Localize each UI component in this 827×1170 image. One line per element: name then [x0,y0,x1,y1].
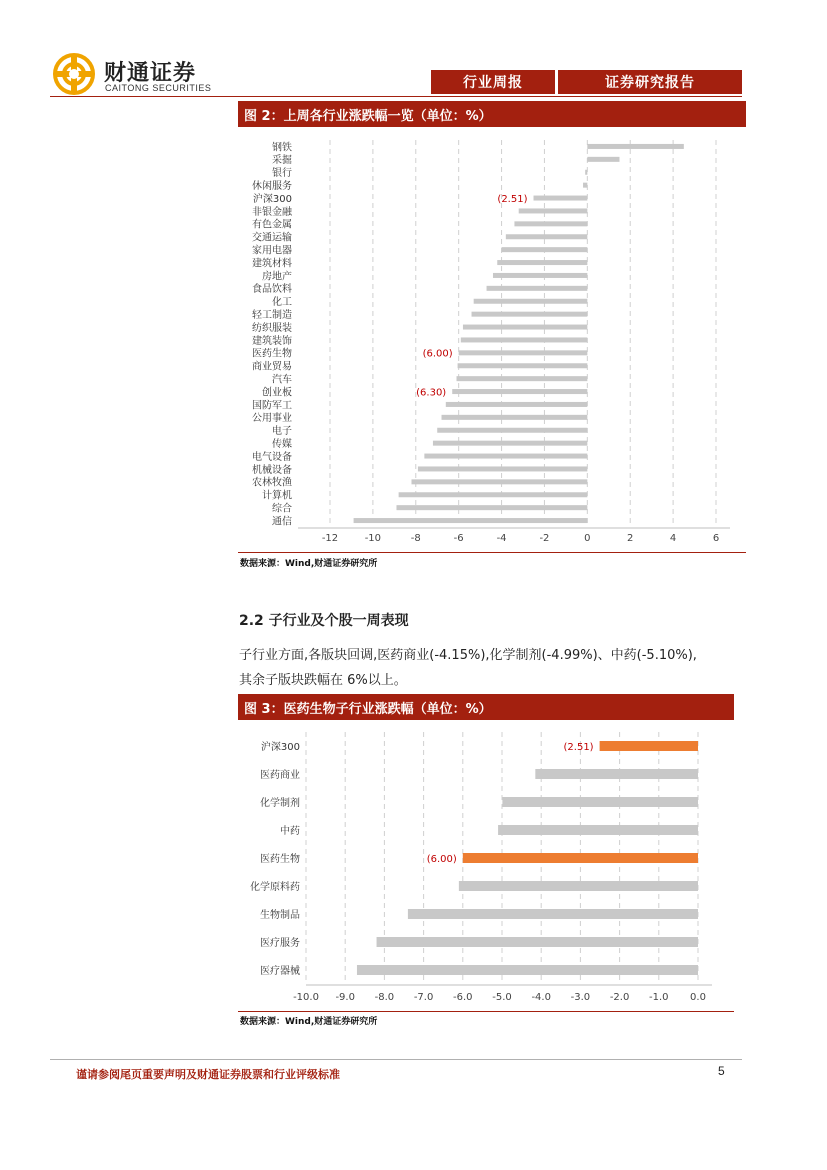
category-label: 医疗器械 [260,965,300,977]
category-label: 休闲服务 [252,180,292,192]
figure2-bottom-rule [238,552,746,553]
category-label: 有色金属 [252,219,292,231]
category-label: 农林牧渔 [252,477,292,489]
category-label: 通信 [272,516,292,528]
bar [396,505,587,510]
bar [463,853,698,863]
x-tick-label: 4 [669,533,677,544]
bar [502,797,698,807]
bar [446,402,588,407]
data-label: (2.51) [563,741,594,753]
footer-divider [50,1059,742,1060]
bar [506,234,587,239]
x-tick-label: 2 [627,533,634,544]
category-label: 计算机 [262,490,292,502]
data-label: (6.00) [422,348,453,360]
category-label: 家用电器 [252,245,292,257]
figure2-title: 图 2：上周各行业涨跌幅一览（单位：%） [238,101,746,127]
x-tick-label: -6.0 [453,992,473,1003]
category-label: 化工 [272,297,292,309]
category-label: 化学制剂 [260,797,300,809]
category-label: 商业贸易 [252,361,292,373]
category-label: 医药商业 [260,769,300,781]
bar [534,196,588,201]
bar [457,376,588,381]
category-label: 建筑装饰 [252,335,292,347]
category-label: 化学原料药 [250,881,300,893]
header-tab-research-report: 证券研究报告 [558,70,742,94]
bar [452,389,587,394]
bar [463,325,587,330]
paragraph-line-2: 其余子版块跌幅在 6%以上。 [239,673,407,688]
x-tick-label: -9.0 [335,992,355,1003]
bar [458,363,588,368]
bar [399,492,588,497]
bar [472,312,588,317]
x-tick-label: -10.0 [293,992,319,1003]
bar [354,518,588,523]
x-tick-label: -8 [410,533,421,544]
bar [497,260,587,265]
category-label: 汽车 [272,374,292,386]
x-tick-label: -12 [321,533,339,544]
data-label: (6.30) [416,387,447,399]
bar [433,441,587,446]
x-tick-label: 0 [584,533,591,544]
category-label: 建筑材料 [252,258,292,270]
category-label: 中药 [280,825,300,837]
bar [442,415,588,420]
bar [408,909,698,919]
company-logo [52,52,222,96]
category-label: 电气设备 [252,451,292,463]
category-label: 食品饮料 [252,284,292,296]
logo-emblem-icon [52,52,96,96]
category-label: 非银金融 [252,206,292,218]
category-label: 银行 [272,168,292,180]
x-tick-label: -3.0 [570,992,591,1003]
category-label: 钢铁 [272,142,292,154]
category-label: 纺织服装 [252,322,292,334]
x-tick-label: -8.0 [374,992,395,1003]
x-tick-label: 6 [712,533,720,544]
category-label: 采掘 [272,155,292,167]
bar [459,350,588,355]
x-tick-label: -10 [364,533,382,544]
figure3-chart [238,722,738,1012]
bar [424,454,587,459]
bar [514,221,587,226]
bar [600,741,698,751]
category-label: 医药生物 [252,348,292,360]
bar [587,157,619,162]
header-divider [50,96,742,97]
data-label: (6.00) [426,853,457,865]
logo-text-en: CAITONG SECURITIES [105,83,212,93]
category-label: 创业板 [262,387,292,399]
bar [493,273,587,278]
category-label: 交通运输 [252,232,292,244]
category-label: 医疗服务 [260,937,300,949]
bar [377,937,698,947]
x-tick-label: -5.0 [492,992,512,1003]
bar [487,286,588,291]
category-label: 生物制品 [260,909,300,921]
header-tab-industry-weekly: 行业周报 [431,70,555,94]
logo-text-cn: 财通证券 [104,61,197,86]
figure3-source: 数据来源：Wind,财通证券研究所 [240,1017,378,1027]
category-label: 轻工制造 [252,309,292,321]
page-number: 5 [718,1064,725,1078]
bar [437,428,587,433]
bar [587,144,684,149]
data-label: (2.51) [497,193,528,205]
category-label: 沪深300 [252,193,292,205]
figure2-chart [238,130,748,552]
section-heading: 2.2 子行业及个股一周表现 [239,613,409,629]
x-tick-label: -1.0 [649,992,669,1003]
figure2-source: 数据来源：Wind,财通证券研究所 [240,559,378,569]
bar [411,479,587,484]
x-tick-label: -4 [496,533,507,544]
x-tick-label: 0.0 [690,992,706,1003]
category-label: 沪深300 [260,741,300,753]
category-label: 房地产 [262,271,292,283]
x-tick-label: -7.0 [413,992,434,1003]
category-label: 电子 [272,426,292,438]
bar [474,299,588,304]
category-label: 传媒 [272,438,292,450]
bar [459,881,698,891]
category-label: 国防军工 [252,400,292,412]
bar [357,965,698,975]
figure3-title: 图 3：医药生物子行业涨跌幅（单位：%） [238,694,734,720]
bar [585,170,587,175]
bar [418,466,587,471]
category-label: 综合 [272,503,292,515]
bar [502,247,588,252]
category-label: 机械设备 [252,464,292,476]
paragraph-line-1: 子行业方面,各版块回调,医药商业(-4.15%),化学制剂(-4.99%)、中药(-5.10%), [239,648,697,663]
category-label: 医药生物 [260,853,300,865]
bar [461,337,588,342]
x-tick-label: -6 [453,533,464,544]
bar [583,183,587,188]
figure3-bottom-rule [238,1011,734,1012]
x-tick-label: -2 [539,533,550,544]
footer-disclaimer: 谨请参阅尾页重要声明及财通证券股票和行业评级标准 [76,1068,340,1081]
x-tick-label: -4.0 [531,992,551,1003]
bar [519,208,588,213]
category-label: 公用事业 [252,413,292,425]
bar [498,825,698,835]
x-tick-label: -2.0 [609,992,630,1003]
bar [535,769,698,779]
